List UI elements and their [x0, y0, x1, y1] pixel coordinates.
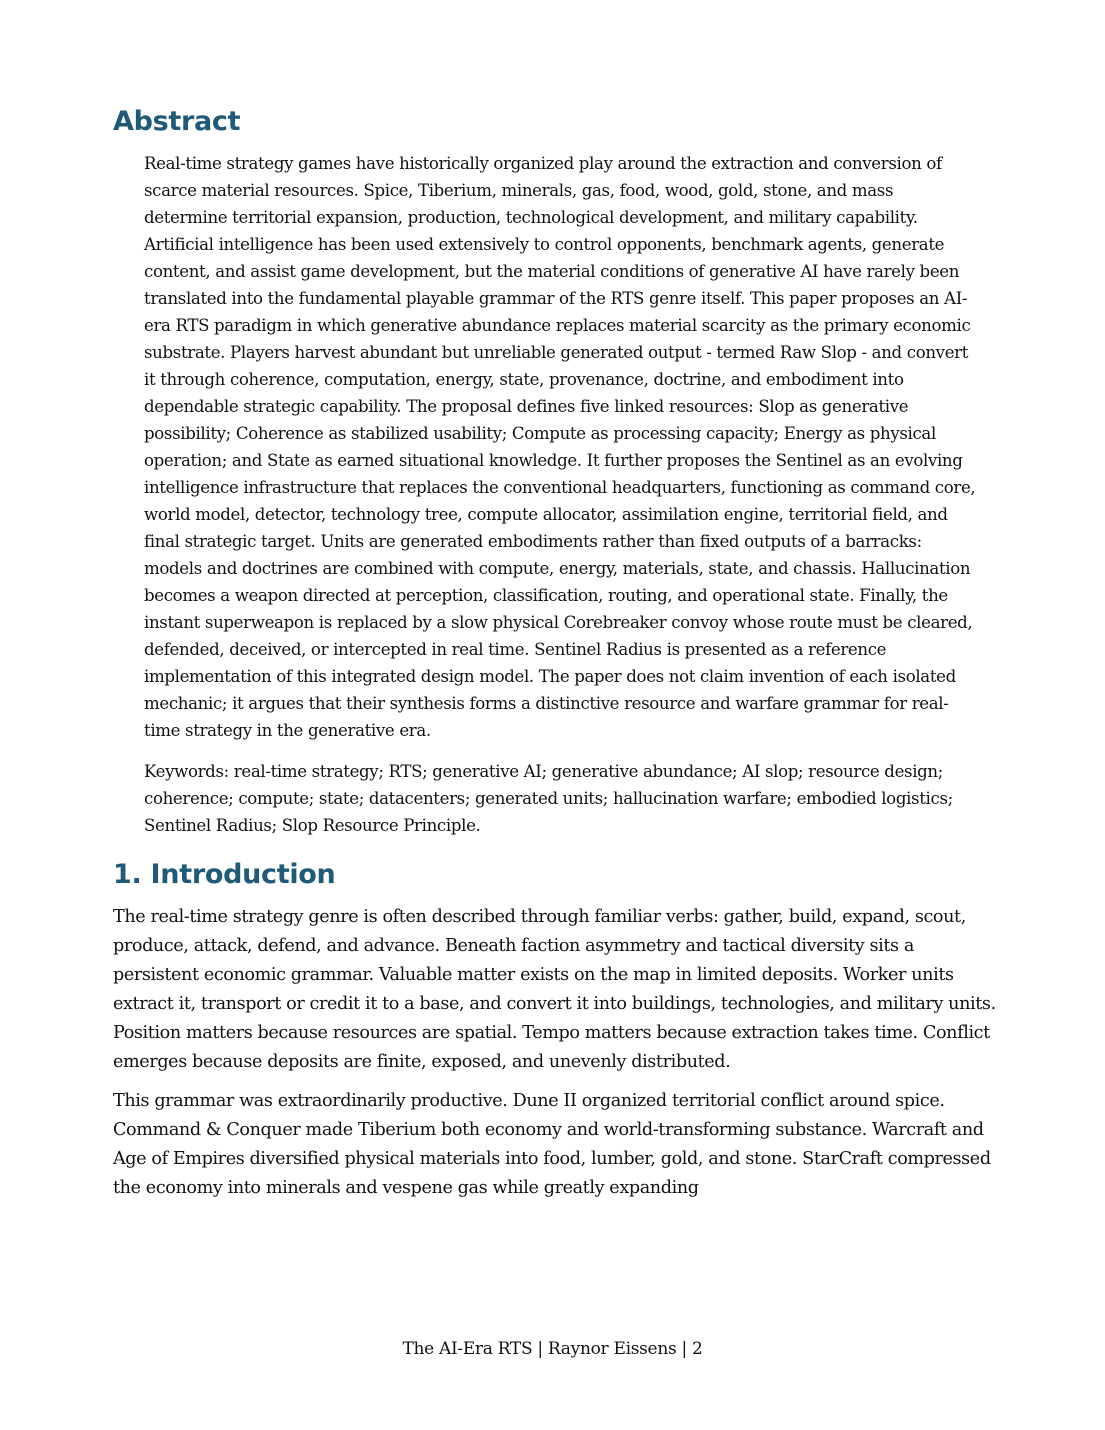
abstract-block	[144, 150, 979, 839]
page-content	[113, 100, 1003, 1213]
introduction-paragraph-1: The real-time strategy genre is often described through familiar verbs: gather, build, expand, scout, produce, attack, defend, and advance. Beneath faction asymmetry and tactical diversity sits a persistent economic grammar. Valuable matter exists on the map in limited deposits. Worker units extract it, transport or credit it to a base, and convert it into buildings, technologies, and military units. Position matters because resources are spatial. Tempo matters because extraction takes time. Conflict emerges because deposits are finite, exposed, and unevenly distributed.	[113, 907, 996, 1072]
abstract-section	[113, 100, 1003, 839]
keywords-paragraph: Keywords: real-time strategy; RTS; generative AI; generative abundance; AI slop; resource design; coherence; compute; state; datacenters; generated units; hallucination warfare; embodied logistics; Sentinel Radius; Slop Resource Principle.	[144, 762, 953, 835]
introduction-body	[113, 903, 1003, 1203]
page-footer: The AI-Era RTS | Raynor Eissens | 2	[402, 1339, 703, 1359]
introduction-paragraph-2: This grammar was extraordinarily productive. Dune II organized territorial conflict around spice. Command & Conquer made Tiberium both economy and world-transforming substance. Warcraft and Age of Empires diversified physical materials into food, lumber, gold, and stone. StarCraft compressed the economy into minerals and vespene gas while greatly expanding	[113, 1091, 991, 1198]
abstract-heading: Abstract	[113, 106, 241, 137]
abstract-paragraph: Real-time strategy games have historically organized play around the extraction and conversion of scarce material resources. Spice, Tiberium, minerals, gas, food, wood, gold, stone, and mass determine territorial expansion, production, technological development, and military capability. Artificial intelligence has been used extensively to control opponents, benchmark agents, generate content, and assist game development, but the material conditions of generative AI have rarely been translated into the fundamental playable grammar of the RTS genre itself. This paper proposes an AI-era RTS paradigm in which generative abundance replaces material scarcity as the primary economic substrate. Players harvest abundant but unreliable generated output - termed Raw Slop - and convert it through coherence, computation, energy, state, provenance, doctrine, and embodiment into dependable strategic capability. The proposal defines five linked resources: Slop as generative possibility; Coherence as stabilized usability; Compute as processing capacity; Energy as physical operation; and State as earned situational knowledge. It further proposes the Sentinel as an evolving intelligence infrastructure that replaces the conventional headquarters, functioning as command core, world model, detector, technology tree, compute allocator, assimilation engine, territorial field, and final strategic target. Units are generated embodiments rather than fixed outputs of a barracks: models and doctrines are combined with compute, energy, materials, state, and chassis. Hallucination becomes a weapon directed at perception, classification, routing, and operational state. Finally, the instant superweapon is replaced by a slow physical Corebreaker convoy whose route must be cleared, defended, deceived, or intercepted in real time. Sentinel Radius is presented as a reference implementation of this integrated design model. The paper does not claim invention of each isolated mechanic; it argues that their synthesis forms a distinctive resource and warfare grammar for real-time strategy in the generative era.	[144, 154, 976, 740]
introduction-heading: 1. Introduction	[113, 859, 336, 890]
introduction-section	[113, 853, 1003, 1203]
